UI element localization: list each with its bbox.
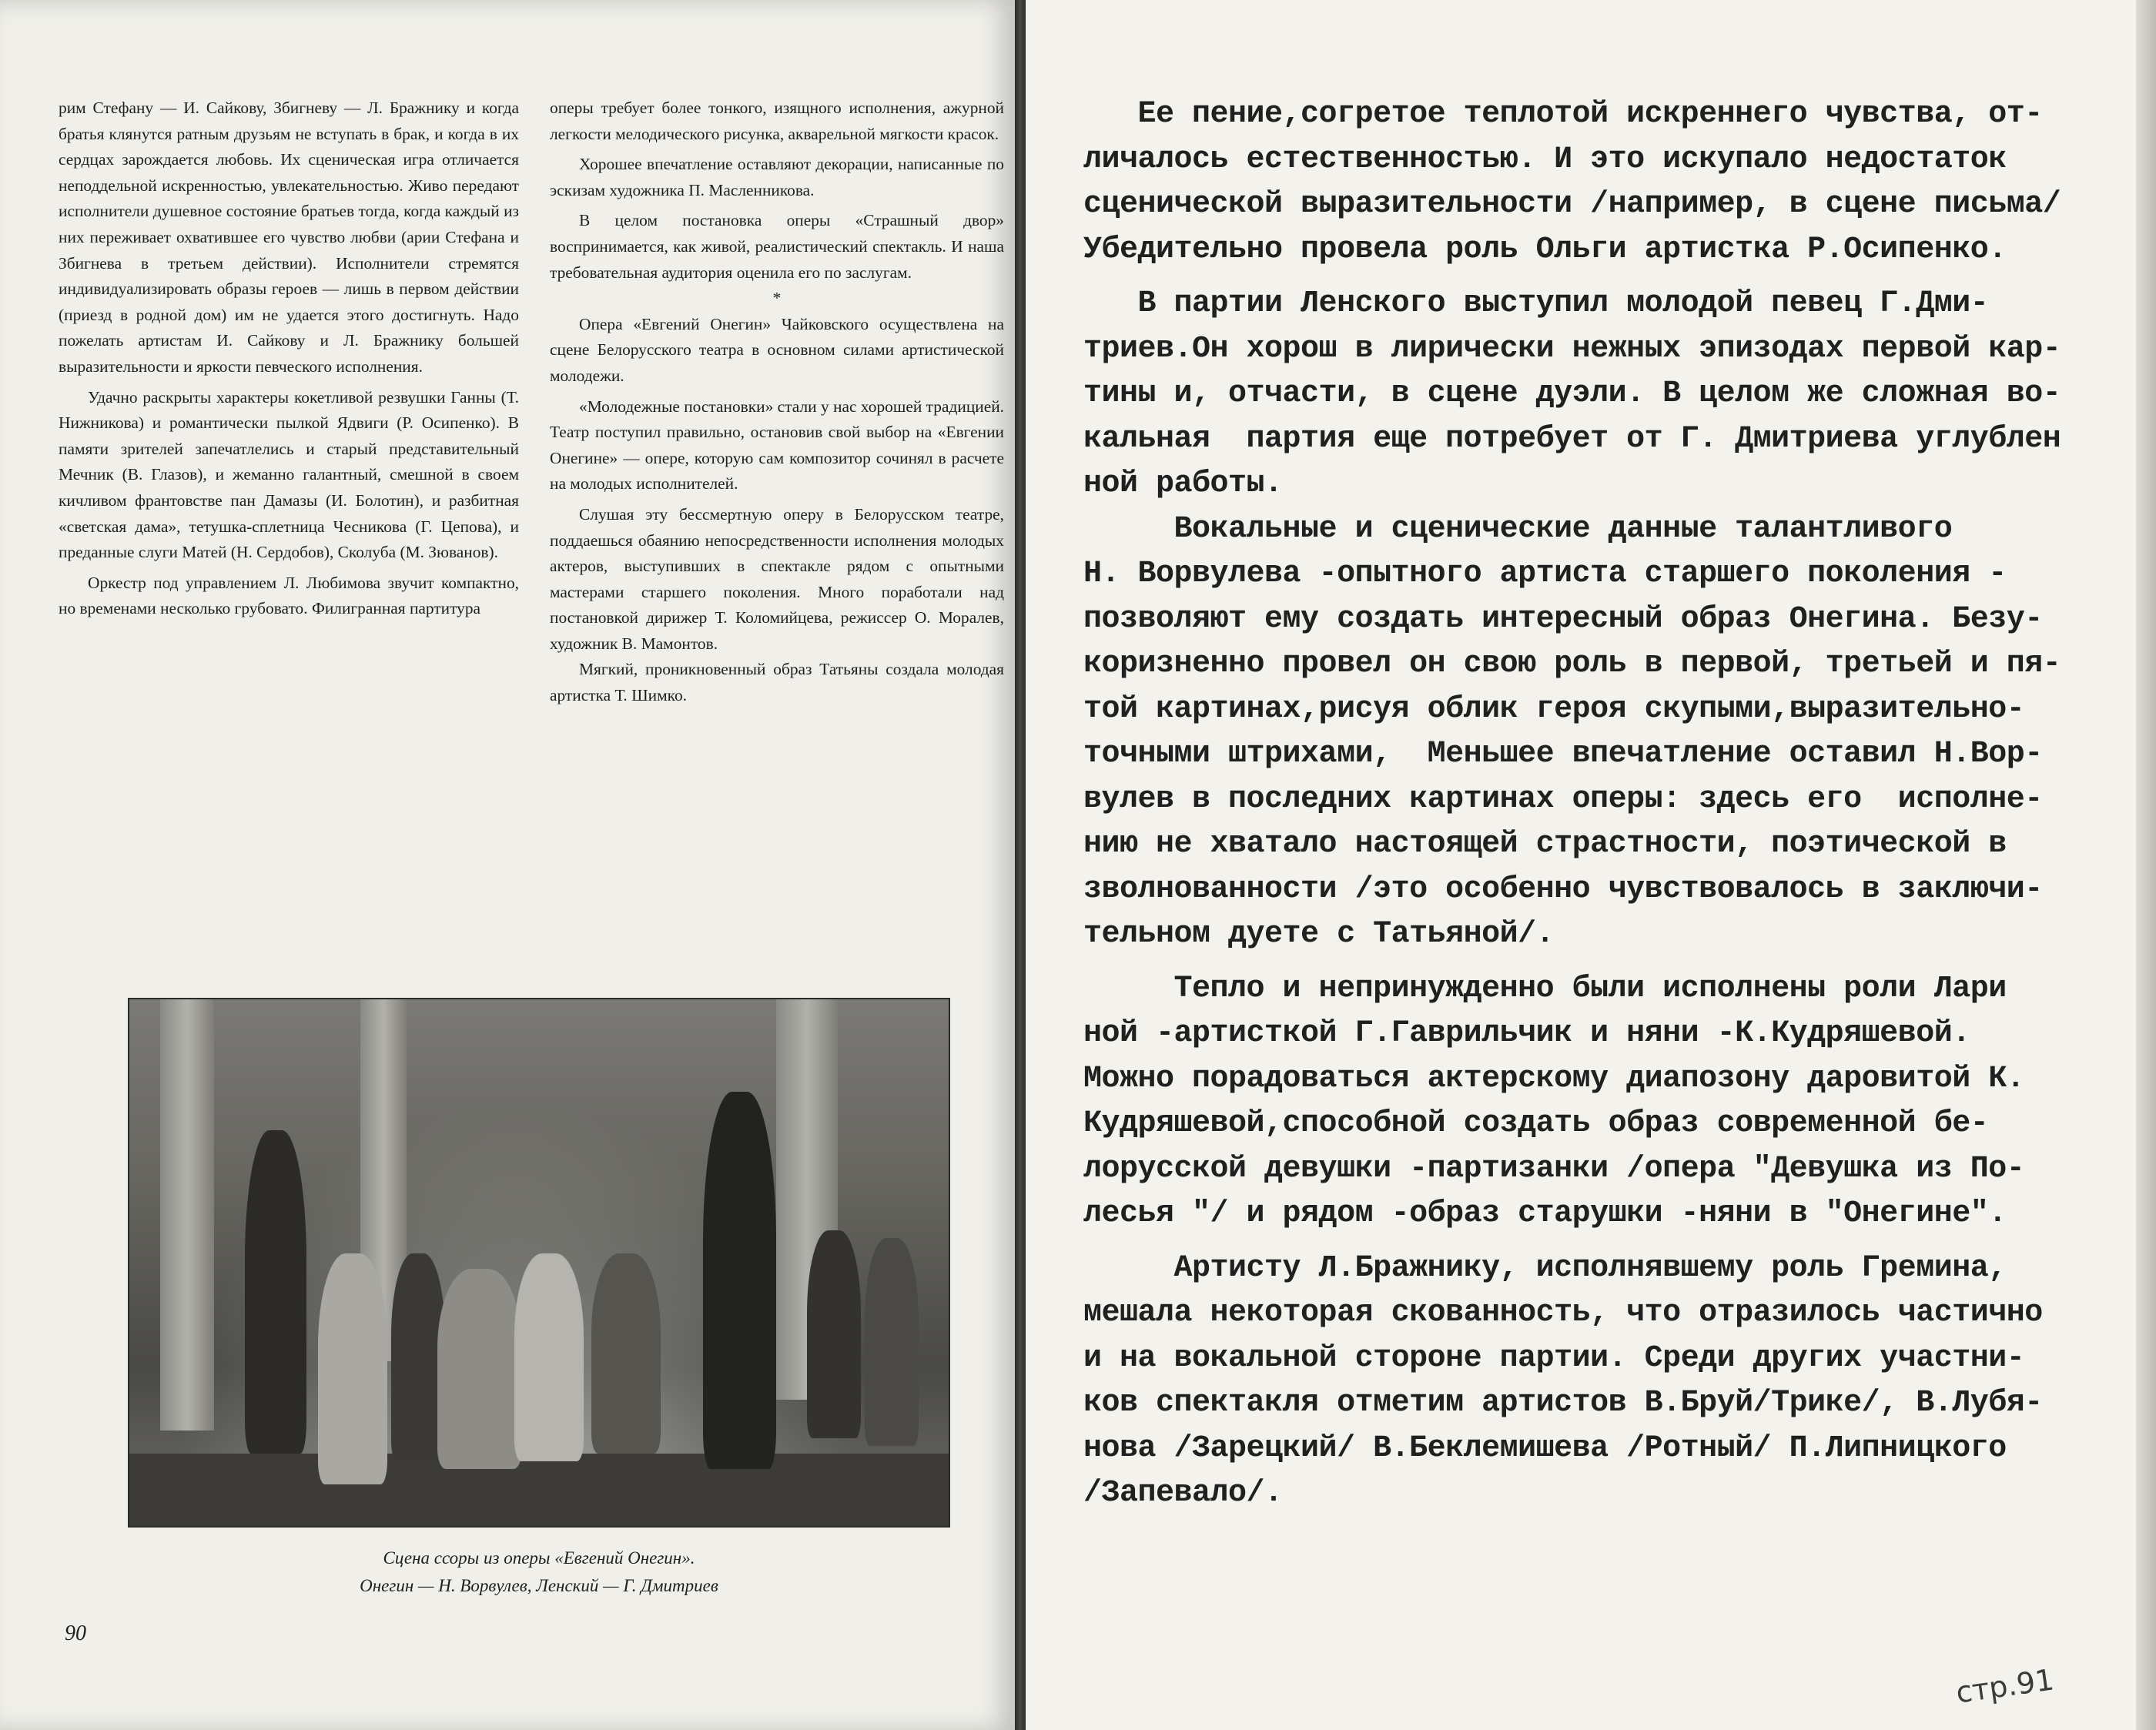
typed-line: зволнованности /это особенно чувствовалось в заключи- bbox=[1047, 872, 2043, 907]
typed-line: ной работы. bbox=[1047, 467, 1283, 501]
typed-line: ной -артисткой Г.Гаврильчик и няни -К.Кудряшевой. bbox=[1047, 1016, 1970, 1051]
typed-line: тельном дуете с Татьяной/. bbox=[1047, 917, 1555, 952]
typed-line: сценической выразительности /например, в сцене письма/ bbox=[1047, 187, 2061, 222]
typed-line: той картинах,рисуя облик героя скупыми,выразительно- bbox=[1047, 691, 2025, 727]
typed-line bbox=[1047, 273, 2141, 282]
page-annotation: стр.91 bbox=[1953, 1662, 2057, 1710]
typed-line: Вокальные и сценические данные талантливого bbox=[1047, 511, 1953, 547]
right-page-typed bbox=[1026, 0, 2156, 1730]
typed-line: мешала некоторая скованность, что отразилось частично bbox=[1047, 1296, 2043, 1330]
left-page-printed bbox=[0, 0, 1015, 1730]
typed-line: Кудряшевой,способной создать образ современной бе- bbox=[1047, 1106, 1989, 1141]
typed-line: тины и, отчасти, в сцене дуэли. В целом же сложная во- bbox=[1047, 376, 2061, 411]
typed-line: вулев в последних картинах оперы: здесь его исполне- bbox=[1047, 781, 2043, 817]
page-number: 90 bbox=[65, 1621, 86, 1645]
text-column-left bbox=[59, 95, 519, 622]
typed-line: Тепло и непринужденно были исполнены роли Лари bbox=[1047, 971, 2007, 1006]
typed-line: точными штрихами, Меньшее впечатление оставил Н.Вор- bbox=[1047, 737, 2043, 771]
typed-line: Можно порадоваться актерскому диапозону даровитой К. bbox=[1047, 1061, 2025, 1096]
typed-line: лесья "/ и рядом -образ старушки -няни в "Онегине". bbox=[1047, 1196, 2007, 1231]
typed-line: коризненно провел он свою роль в первой, третьей и пя- bbox=[1047, 647, 2061, 681]
typed-line: Ее пение,согретое теплотой искреннего чувства, от- bbox=[1047, 97, 2043, 132]
paragraph: Слушая эту бессмертную оперу в Белорусском театре, поддаешься обаянию непосредственности исполнения молодых актеров, выступивших в спектакле рядом с опытными мастерами старшего поколения. Много поработали над постановкой дирижер Т. Коломийцева, режиссер О. Моралев, художник В. Мамонтов. bbox=[550, 504, 1004, 653]
typed-line: лорусской девушки -партизанки /опера "Девушка из По- bbox=[1047, 1151, 2025, 1186]
typed-line: /Запевало/. bbox=[1047, 1476, 1283, 1511]
typed-line: и на вокальной стороне партии. Среди других участни- bbox=[1047, 1340, 2025, 1376]
text-column-right bbox=[550, 95, 1004, 709]
typed-line: ков спектакля отметим артистов В.Бруй/Трике/, В.Лубя- bbox=[1047, 1386, 2043, 1420]
typed-line: Н. Ворвулева -опытного артиста старшего поколения - bbox=[1047, 557, 2007, 591]
typed-line: Убедительно провела роль Ольги артистка Р.Осипенко. bbox=[1047, 232, 2007, 267]
typed-line: кальная партия еще потребует от Г. Дмитриева углублен bbox=[1047, 421, 2061, 457]
typed-line: нова /Зарецкий/ В.Беклемишева /Ротный/ П.Липницкого bbox=[1047, 1431, 2007, 1466]
typed-line: триев.Он хорош в лирически нежных эпизодах первой кар- bbox=[1047, 331, 2061, 366]
typed-line: нию не хватало настоящей страстности, поэтической в bbox=[1047, 827, 2007, 862]
photo-caption bbox=[131, 1544, 947, 1600]
typed-line: позволяют ему создать интересный образ Онегина. Безу- bbox=[1047, 601, 2043, 637]
paragraph: рим Стефану — И. Сайкову, Збигневу — Л. Бражнику и когда братья клянутся ратным друзьям не вступать в брак, и когда в их сердцах зарождается любовь. Их сценическая игра отличается неподдельной искренностью, увлекательностью. Живо передают исполнители душевное состояние братьев тогда, когда каждый из них переживает охватившее его чувство любви (арии Стефана и Збигнева в третьем действии). Исполнители стремятся индивидуализировать образы героев — лишь в первом действии (приезд в родной дом) им не удается этого достигнуть. Надо пожелать артистам И. Сайкову и Л. Бражнику большей выразительности и яркости певческого исполнения. bbox=[59, 99, 519, 376]
typed-line: В партии Ленского выступил молодой певец Г.Дми- bbox=[1047, 286, 1989, 321]
paragraph: В целом постановка оперы «Страшный двор» воспринимается, как живой, реалистический спектакль. И наша требовательная аудитория оценила его по заслугам. bbox=[550, 211, 1004, 282]
paragraph: «Молодежные постановки» стали у нас хорошей традицией. Театр поступил правильно, остановив свой выбор на «Евгении Онегине» — опере, которую сам композитор сочинял в расчете на молодых исполнителей. bbox=[550, 397, 1004, 494]
caption-line: Сцена ссоры из оперы «Евгений Онегин». bbox=[383, 1548, 695, 1568]
typed-line: Артисту Л.Бражнику, исполнявшему роль Гремина, bbox=[1047, 1250, 2007, 1286]
typed-line: личалось естественностью. И это искупало недостаток bbox=[1047, 142, 2007, 177]
typed-line bbox=[1047, 958, 2141, 967]
page-gutter bbox=[1015, 0, 1026, 1730]
section-separator: * bbox=[772, 289, 782, 308]
paragraph: Удачно раскрыты характеры кокетливой резвушки Ганны (Т. Нижникова) и романтически пылкой Ядвиги (Р. Осипенко). В памяти зрителей запечатлелись и старый представительный Мечник (В. Глазов), и жеманно галантный, смешной в своем кичливом франтовстве пан Дамазы (И. Болотин), и разбитная «светская дама», тетушка-сплетница Чесникова (Г. Цепова), и преданные слуги Матей (Н. Сердобов), Сколуба (М. Зюванов). bbox=[59, 387, 519, 562]
caption-line: Онегин — Н. Ворвулев, Ленский — Г. Дмитриев bbox=[360, 1576, 718, 1595]
paragraph: Оркестр под управлением Л. Любимова звучит компактно, но временами несколько грубовато. Филигранная партитура bbox=[59, 573, 519, 618]
typewritten-text bbox=[1047, 92, 2141, 1517]
paragraph: Мягкий, проникновенный образ Татьяны создала молодая артистка Т. Шимко. bbox=[550, 660, 1004, 705]
paragraph: Опера «Евгений Онегин» Чайковского осуществлена на сцене Белорусского театра в основном силами артистической молодежи. bbox=[550, 314, 1004, 385]
typed-line bbox=[1047, 1237, 2141, 1246]
opera-scene-photo bbox=[128, 998, 950, 1528]
paragraph: Хорошее впечатление оставляют декорации, написанные по эскизам художника П. Масленникова. bbox=[550, 155, 1004, 199]
paragraph: оперы требует более тонкого, изящного исполнения, ажурной легкости мелодического рисунка, акварельной мягкости красок. bbox=[550, 99, 1004, 143]
